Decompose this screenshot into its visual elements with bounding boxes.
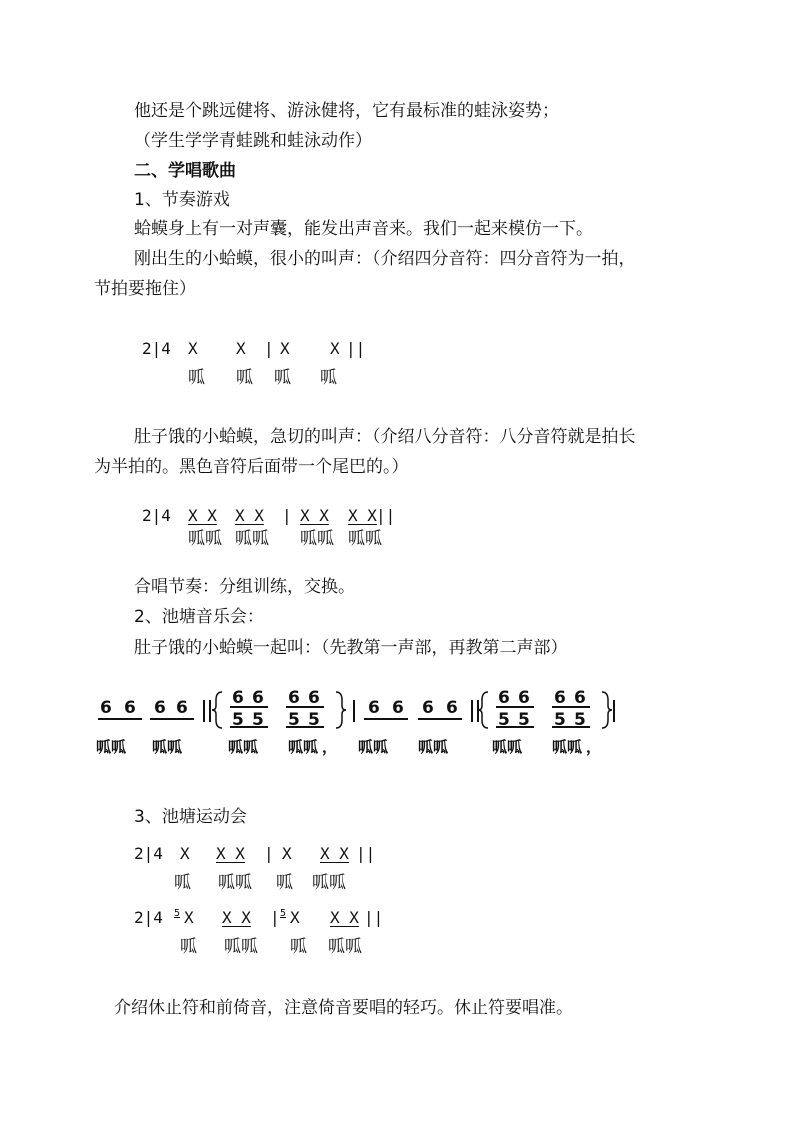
- note-five: 5: [308, 710, 320, 730]
- note-six: 6: [554, 688, 566, 708]
- time-signature: 2|4: [142, 339, 171, 358]
- score-lyric: 呱呱: [228, 738, 259, 756]
- lyric: 呱呱: [348, 529, 382, 549]
- note-six: 6: [124, 698, 136, 718]
- paragraph-student-activity: （学生学学青蛙跳和蛙泳动作）: [134, 131, 372, 151]
- score-lyric: 呱呱: [288, 738, 319, 756]
- note-six: 6: [100, 698, 112, 718]
- score-lyric: 呱呱: [418, 738, 449, 756]
- lyric: 呱呱: [218, 873, 252, 893]
- rhythm-note-pair: X X: [235, 506, 264, 525]
- grace-note: 5: [174, 908, 181, 919]
- paragraph-rest-grace: 介绍休止符和前倚音，注意倚音要唱的轻巧。休止符要唱准。: [114, 998, 573, 1018]
- lyric: 呱: [236, 368, 253, 388]
- double-bar-line: ||: [356, 844, 376, 863]
- note-five: 5: [498, 710, 510, 730]
- note-five: 5: [518, 710, 530, 730]
- subsection-pond-concert: 2、池塘音乐会：: [134, 607, 264, 627]
- bar-line: |: [282, 506, 292, 525]
- score-lyric: 呱呱: [492, 738, 523, 756]
- lyric: 呱: [290, 937, 307, 957]
- rhythm-note-pair: X X: [320, 844, 349, 863]
- grace-note: 5: [280, 908, 287, 919]
- rhythm-note: X: [180, 844, 190, 863]
- lyric: 呱: [276, 873, 293, 893]
- double-bar-line: ||: [376, 506, 396, 525]
- rhythm-line-eighth: [142, 505, 422, 527]
- note-five: 5: [232, 710, 244, 730]
- note-six: 6: [422, 698, 434, 718]
- bar-line: |: [264, 339, 274, 358]
- note-five: 5: [554, 710, 566, 730]
- note-six: 6: [392, 698, 404, 718]
- time-signature: 2|4: [142, 506, 171, 525]
- lyric: 呱呱: [328, 937, 362, 957]
- paragraph-teach-parts: 肚子饿的小蛤蟆一起叫：（先教第一声部，再教第二声部）: [134, 638, 568, 658]
- paragraph-leapfrog: 他还是个跳远健将、游泳健将，它有最标准的蛙泳姿势；: [134, 101, 559, 121]
- note-six: 6: [308, 688, 320, 708]
- paragraph-quarter-note-a: 刚出生的小蛤蟆，很小的叫声：（介绍四分音符：四分音符为一拍，: [134, 249, 636, 269]
- paragraph-chorus-rhythm: 合唱节奏：分组训练，交换。: [134, 577, 355, 597]
- note-six: 6: [252, 688, 264, 708]
- lyric: 呱: [174, 873, 191, 893]
- lyric: 呱: [188, 368, 205, 388]
- rhythm-note: X: [282, 844, 292, 863]
- note-six: 6: [498, 688, 510, 708]
- rhythm-line-sports-1: [134, 843, 394, 865]
- note-six: 6: [154, 698, 166, 718]
- paragraph-eighth-note-a: 肚子饿的小蛤蟆，急切的叫声：（介绍八分音符：八分音符就是拍长: [134, 427, 636, 447]
- rhythm-note: X: [290, 908, 300, 927]
- rhythm-note-pair: X X: [348, 506, 377, 525]
- lyric: 呱: [180, 937, 197, 957]
- score-lyric: 呱呱: [152, 738, 183, 756]
- rhythm-lyrics-eighth: [142, 528, 422, 550]
- rhythm-lyrics-sports-2: [134, 936, 394, 958]
- lyric: 呱: [274, 368, 291, 388]
- lyric: 呱呱: [188, 529, 222, 549]
- note-six: 6: [518, 688, 530, 708]
- rhythm-note-pair: X X: [330, 908, 359, 927]
- rhythm-note: X: [330, 339, 340, 358]
- note-five: 5: [288, 710, 300, 730]
- numbered-notation-score: [96, 688, 620, 760]
- rhythm-note: X: [184, 908, 194, 927]
- note-six: 6: [176, 698, 188, 718]
- double-bar-line: ||: [346, 339, 366, 358]
- rhythm-note: X: [236, 339, 246, 358]
- score-lyric: 呱呱: [358, 738, 389, 756]
- score-comma: ，: [322, 738, 338, 756]
- lyric: 呱: [320, 368, 337, 388]
- rhythm-note: X: [280, 339, 290, 358]
- bar-line: |: [270, 908, 280, 927]
- rhythm-line-sports-2: [134, 907, 394, 929]
- rhythm-note-pair: X X: [300, 506, 329, 525]
- rhythm-lyrics-sports-1: [134, 872, 394, 894]
- time-signature: 2|4: [134, 908, 163, 927]
- paragraph-quarter-note-b: 节拍要拖住）: [94, 279, 196, 299]
- lyric: 呱呱: [235, 529, 269, 549]
- rhythm-note-pair: X X: [222, 908, 251, 927]
- score-comma: ，: [586, 738, 602, 756]
- note-six: 6: [574, 688, 586, 708]
- section-heading-learn-song: 二、学唱歌曲: [134, 161, 236, 181]
- note-six: 6: [288, 688, 300, 708]
- rhythm-note: X: [188, 339, 198, 358]
- lyric: 呱呱: [224, 937, 258, 957]
- time-signature: 2|4: [134, 844, 163, 863]
- note-five: 5: [574, 710, 586, 730]
- rhythm-lyrics-quarter: [142, 367, 402, 389]
- subsection-pond-sports: 3、池塘运动会: [134, 807, 247, 827]
- rhythm-note-pair: X X: [188, 506, 217, 525]
- note-six: 6: [446, 698, 458, 718]
- lyric: 呱呱: [312, 873, 346, 893]
- rhythm-note-pair: X X: [216, 844, 245, 863]
- note-six: 6: [368, 698, 380, 718]
- paragraph-vocal-sac: 蛤蟆身上有一对声囊，能发出声音来。我们一起来模仿一下。: [134, 219, 593, 239]
- double-bar-line: ||: [364, 908, 384, 927]
- lyric: 呱呱: [300, 529, 334, 549]
- paragraph-eighth-note-b: 为半拍的。黑色音符后面带一个尾巴的。）: [94, 457, 409, 477]
- bar-line: |: [264, 844, 274, 863]
- note-six: 6: [232, 688, 244, 708]
- score-lyric: 呱呱: [552, 738, 583, 756]
- score-lyric: 呱呱: [96, 738, 127, 756]
- note-five: 5: [252, 710, 264, 730]
- subsection-rhythm-game: 1、节奏游戏: [134, 190, 230, 210]
- rhythm-line-quarter: [142, 338, 402, 360]
